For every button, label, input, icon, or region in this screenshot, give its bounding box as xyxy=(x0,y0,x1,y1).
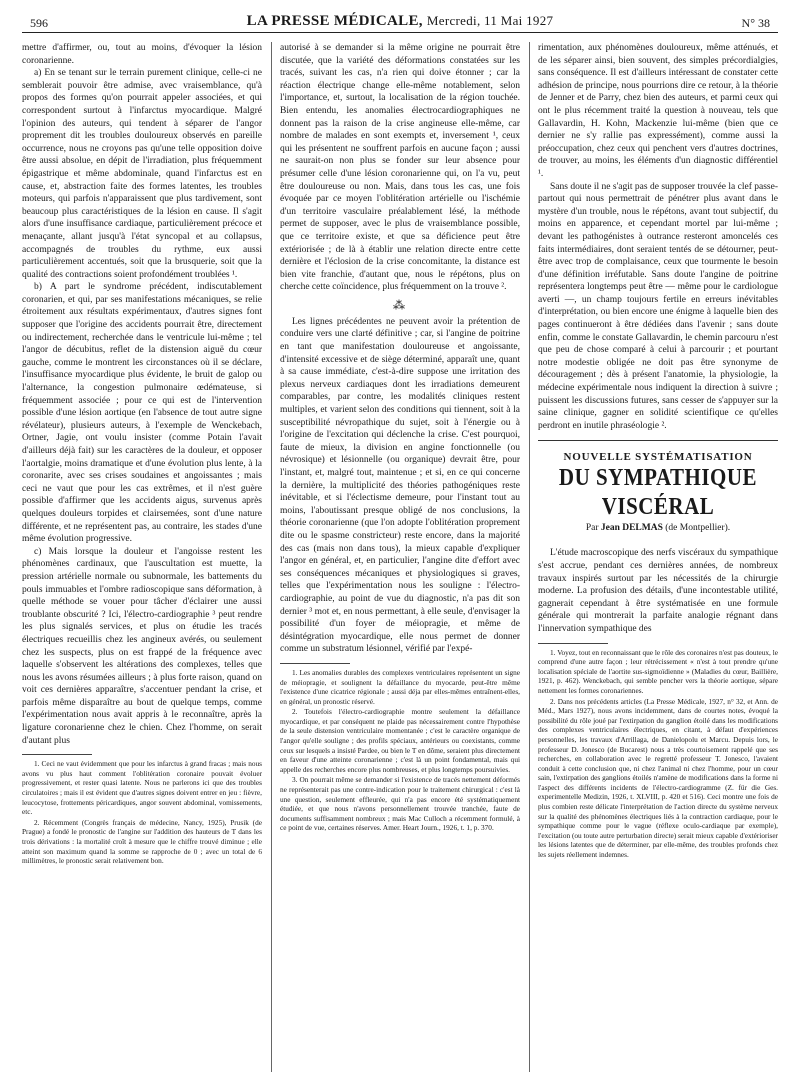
journal-page xyxy=(22,10,778,1074)
column-2 xyxy=(280,42,520,1072)
body-paragraph: autorisé à se demander si la même origine ne pourrait être discutée, que la variété des déformations constatées sur les tracés, suivant les cas, n'a rien qui doive étonner ; car la réaction électrique change elle-même notablement, selon l'importance, et, surtout, la localisation de la région touchée. Bien entendu, les anomalies électrocardiographiques ne donnent pas la raison de la crise angineuse elle-même, car nombre de malades en sont exempts et, inversement ¹, ceux qui les présentent ne souffrent parfois en aucune façon ; aussi ne saurait-on non plus se fonder sur leur absence pour présumer celle d'une lésion coronarienne qui, on l'a vu, peut être douloureuse ou non. Mais, dans tous les cas, une fois évoquée par ce moyen l'oblitération artérielle ou l'ischémie d'un territoire vasculaire préalablement lésé, la méthode permet de supposer, avec le plus de vraisemblance possible, que ce territoire existe, et que sa déficience peut être extériorisée ; de là à établir une relation directe entre cette dernière et l'éclosion de la crise concomitante, la distance est bien vite franchie, d'autant que, nous le répétons, plus on cherche cette coïncidence, plus fréquemment on la trouve ². xyxy=(280,43,520,293)
article-title: DU SYMPATHIQUE VISCÉRAL xyxy=(558,463,758,521)
footnote: 2. Récemment (Congrès français de médecine, Nancy, 1925), Prusik (de Prague) a fondé le pronostic de l'angine sur l'addition des hauteurs de T dans les trois dérivations : la mortalité croît à mesure que le chiffre trouvé diminue ; elle atteint son maximum quand la somme se rapproche de 0 ; avec un total de 6 millimètres, le pronostic serait relativement bon. xyxy=(22,817,262,866)
author-name: Jean DELMAS xyxy=(600,523,663,534)
column-1 xyxy=(22,42,262,1072)
footnote: 2. Dans nos précédents articles (La Presse Médicale, 1927, n° 32, et Ann. de Méd., Mars 1927), nous avons incidemment, dans de courtes notes, évoqué la possibilité du rôle joué par l'extirpation du ganglion étoilé dans les modifications des complexes ventriculaires électriques, en citant, à défaut d'expériences personnelles, les travaux d'Arrillaga, de Danielopolu et Marcu. Depuis lors, le professeur D. Jonesco (de Bucarest) nous a très courtoisement rappelé que ses recherches, en collaboration avec le regretté professeur T. Jonesco, l'avaient conduit à cette conclusion que, ni chez l'animal ni chez l'homme, pour un cœur sain, l'extirpation des ganglions étoilés n'amène de modifications dans la forme ni l'aspect des différents incidents de l'électro-cardiogramme (Z. für die Ges. experimentelle Medizin, 1926, t. XLVIII, p. 420 et 516). Ceci montre une fois de plus combien reste délicate l'interprétation de l'action directe du système nerveux sur la qualité des phénomènes électriques liés à la contraction cardiaque, pour le sympathique comme pour le vague (réflexe oculo-cardiaque par exemple), l'excitation (ou toute autre perturbation directe) serait mieux capable d'extérioriser les lésions latentes que de déterminer, par elle-même, des troubles profonds chez les sujets réellement indemnes. xyxy=(538,696,778,860)
page-number: 596 xyxy=(30,16,48,30)
byline-prefix: Par xyxy=(585,523,599,534)
footnote: 2. Toutefois l'électro-cardiographie montre seulement la défaillance myocardique, et par conséquent ne plaide pas nécessairement contre l'hypothèse de la seule distension ventriculaire momentanée ; c'est le caractère organique de l'angor qu'elle souligne ; des profils spéciaux, antérieurs ou coexistants, comme ceux sur lesquels a insisté Pardee, ou bien le T en dôme, seraient plus directement en faveur d'une atteinte coronarienne ; c'est là un point fondamental, mais qui appelle des recherches encore plus nombreuses, et plus longtemps poursuivies. xyxy=(280,707,520,774)
body-paragraph: a) En se tenant sur le terrain purement clinique, celle-ci ne semblerait pouvoir être admise, avec vraisemblance, qu'à propos des formes qu'on pourrait appeler associées, et qui correspondent surtout à l'infarctus myocardique. Malgré l'opinion des auteurs, qui tendent à séparer de l'angor proprement dit les troubles douloureux observés en pareille occurrence, nous ne croyons pas qu'une telle opposition doive être aussi absolue, en dépit de l'irradiation, plus fréquemment épigastrique et même abdominale, quand l'infarctus est en cause, et, abstraction faite des formes latentes, les troubles moteurs, qui parfois n'apparaissent que plus tardivement, sont beaucoup plus caractéristiques de la lésion en cause. Il s'agit alors d'une insuffisance cardiaque, particulièrement précoce et menaçante, allant jusqu'à l'état syncopal et au collapsus, accompagnés de troubles du rythme, eux aussi particulièrement accentués, soit que la brusquerie, soit que la qualité des contractions soient profondément troublées ¹. xyxy=(22,68,262,280)
footnote: 1. Les anomalies durables des complexes ventriculaires représentent un signe de méiopragie, et soulignent la défaillance du myocarde, peut-être même l'existence d'une cicatrice régionale ; aussi déja par elles-mêmes entraînent-elles, en général, un pronostic réservé. xyxy=(280,667,520,706)
section-stars: ⁂ xyxy=(393,297,407,312)
footnote-separator xyxy=(22,754,92,755)
body-paragraph: b) A part le syndrome précédent, indiscutablement coronarien, et qui, par ses manifestations mécaniques, se relie étroitement aux résultats expérimentaux, d'autres signes font supposer que l'origine des accidents pourrait être, directement ou indirectement, recherchée dans le ventricule lui-même ; tel l'angor de décubitus, reflet de la distension aiguë du cœur gauche, comme le montrent les circonstances où il se déclare, l'insuffisance myocardique plus évidente, le bruit de galop ou l'alternance, la congestion pulmonaire œdémateuse, si fréquemment associée ; pour ce qui est de l'intervention possible d'une lésion aortique (en l'absence de tout autre signe révélateur), plusieurs auteurs, à l'exemple de Wenckebach, Ortner, Jagie, ont voulu insister (comme Potain l'avait d'ailleurs déjà fait) sur les caractères de la douleur, et opposer l'aortalgie, moins dramatique et d'une évolution plus lente, à la coronarite, avec ses crises soudaines et angoissantes ; mais ceci ne vaut que pour les cas extrêmes, et il n'est guère possible d'affirmer que les accidents aigus, survenus après quelques douleurs torpides et clairsemées, sont d'une nature différente, et ne représentent pas, au contraire, les stades d'une même évolution progressive. xyxy=(22,282,262,545)
section-rule xyxy=(538,440,778,441)
footnote-separator xyxy=(538,643,608,644)
author-affiliation: (de Montpellier). xyxy=(665,523,731,534)
article-kicker: NOUVELLE SYSTÉMATISATION xyxy=(563,451,753,464)
footnote: 1. Ceci ne vaut évidemment que pour les infarctus à grand fracas ; mais nous avons vu plus haut comment l'oblitération coronaire pouvait évoluer progressivement, et rester quasi latente. Nous ne parlerons ici que des troubles circulatoires ; mais il est évident que d'autres signes doivent entrer en jeu : fièvre, leucocytose, frottements péricardiques, angor souvent abdominal, vomissements, etc. xyxy=(22,759,262,817)
running-title xyxy=(22,13,778,30)
issue-number: N° 38 xyxy=(741,16,770,30)
issue-date: Mercredi, 11 Mai 1927 xyxy=(426,13,554,28)
footnote: 1. Voyez, tout en reconnaissant que le rôle des coronaires n'est pas douteux, le comprend d'une autre façon ; leur rétrécissement « n'est à tout prendre qu'une localisation spéciale de l'aortite sus-sigmoïdienne » (Maladies du cœur, Baillière, 1921, p. 462). Wenckebach, qui semble pencher vers la théorie aortique, sépare nettement les formes coronariennes. xyxy=(538,647,778,695)
body-paragraph: rimentation, aux phénomènes douloureux, même atténués, et de les séparer ainsi, bien souvent, des simples précordialgies, sans conséquence. Il est d'ailleurs intéressant de constater cette adhésion de principe, nous pourrions dire ce retour, à la théorie de Jenner et de Parry, chez bien des auteurs, et parmi ceux qui ont le plus récemment traité la question à nouveau, tels que Gallavardin, H. Kohn, Mackenzie lui-même (bien que ce dernier ne s'y rallie pas expressément), comme aussi la préoccupation, chez ceux qui penchent vers d'autres doctrines, de trouver, au moins, les éléments d'un diagnostic différentiel ¹. xyxy=(538,43,778,179)
body-paragraph: mettre d'affirmer, ou, tout au moins, d'évoquer la lésion coronarienne. xyxy=(22,43,262,66)
page-header xyxy=(22,10,778,33)
footnotes xyxy=(280,668,520,833)
journal-name: LA PRESSE MÉDICALE, xyxy=(246,13,423,29)
body-paragraph: Les lignes précédentes ne peuvent avoir la prétention de conduire vers une clarté définitive ; car, si l'angine de poitrine en tant que manifestation douloureuse et angoissante, d'intensité excessive et de siège déterminé, apparaît une, quant à sa cause immédiate, c'est-à-dire suppose une irritation des plexus nerveux cardiaques dont les irradiations demeurent comparables, par contre, les modalités cliniques restent multiples, et varient selon des conditions qui tiennent, soit à la susceptibilité névropathique du sujet, soit à l'énergie ou à l'origine de l'excitation qui déclenche la crise. C'est pourquoi, faute de mieux, la division en angine fonctionnelle (ou névrosique) et lésionnelle (ou organique) devrait être, pour l'instant, et, malgré tout, maintenue ; et si, en ce qui concerne la dernière, la multiplicité des théories pathogéniques reste inévitable, et si l'éclectisme demeure, pour l'instant tout au moins, l'aboutissant presque obligé de nos conclusions, la théorie coronarienne (que l'on adopte l'oblitération proprement dite ou le spasme constricteur) reste encore, dans la majorité des cas (mais non dans tous), la mieux capable d'expliquer l'angor en général, et, en particulier, l'angine dite d'effort avec ses conséquences mécaniques et physiologiques si graves, telles que l'expérimentation nous les souligne : l'électro-cardiographie, au point de vue du diagnostic, n'a pas dit son dernier ³ mot et, en nous permettant, à elle seule, d'envisager la possibilité d'un foyer de méiopragie, et même de désintégration myocardique, elle nous permet de donner comme un substratum lésionnel, vérifié par l'expé- xyxy=(280,316,520,655)
footnote-separator xyxy=(280,663,350,664)
article-byline xyxy=(538,523,778,533)
footnotes xyxy=(22,759,262,866)
body-paragraph: L'étude macroscopique des nerfs viscéraux du sympathique s'est accrue, pendant ces dernières années, de nombreux travaux inspirés surtout par les nécessités de la chirurgie moderne. La profusion des détails, d'une incontestable utilité, gagnerait cependant à être systématisée en une formule générale qui montrerait la parfaite analogie régnant dans l'innervation sympathique des xyxy=(538,548,778,634)
footnotes xyxy=(538,648,778,860)
footnote: 3. On pourrait même se demander si l'existence de tracés nettement déformés ne représenterait pas une contre-indication pour le traitement chirurgical : c'est là une question, seulement effleurée, qui n'a pas encore été systématiquement étudiée, et que nous n'avons personnellement trouvée tranchée, faute de documents suffisamment nombreux ; mais Mac Culloch a récemment formulé, à ce point de vue, certaines réserves. Amer. Heart Journ., 1926, t. 1, p. 370. xyxy=(280,775,520,833)
body-paragraph: c) Mais lorsque la douleur et l'angoisse restent les phénomènes cardinaux, que l'auscultation est muette, la pression artérielle normale ou subnormale, les battements du pouls immuables et l'ombre radioscopique sans déformation, à quelle méthode se vouer pour tâcher d'éclairer une aussi troublante obscurité ? Ici, l'électro-cardiographie ³ peut rendre les plus signalés services, et plus on étudie les tracés électriques recueillis chez les angineux avérés, ou seulement chez les suspects, plus on est frappé de la fréquence avec laquelle s'observent les altérations des complexes, telles que nous les avons résumées ailleurs ; à plus forte raison, quand on voit ces dernières apparaître, s'accentuer pendant la crise, et parfois même disparaître au bout de quelque temps, comme l'expérimentation nous avait appris à le reconnaître, après la ligature coronarienne chez le chien. Chez l'homme, on serait d'autant plus xyxy=(22,546,262,746)
column-3 xyxy=(538,42,778,1072)
body-paragraph: Sans doute il ne s'agit pas de supposer trouvée la clef passe-partout qui nous permettrait de pénétrer plus avant dans le mystère d'un trouble, nous le répétons, avant tout subjectif, du moins en apparence, et cependant mortel par lui-même ; devant les pathogénistes à outrance resteront amoncelés ces faits intermédiaires, dont seraient tentés de se détourner, peut-être avec trop de complaisance, ceux que tourmente le besoin d'une définition irréfutable. Sans doute l'angine de poitrine représentera longtemps peut être — même pour le cardiologue averti —, un champ toujours fertile en erreurs inévitables d'interprétation, ou bien encore une énigme à laquelle bien des pages continueront à être dédiées dans l'avenir ; sans doute enfin, comme le constate Gallavardin, le chemin parcouru n'est que peu de chose comparé à celui à parcourir ; et pourtant notre modestie obligée ne doit pas être synonyme de découragement ; dès à présent l'anatomie, la physiologie, la médecine expérimentale nous indiquent la direction à suivre ; puissent les discussions futures, sans cesser de s'appuyer sur la saine clinique, gagner en solidité scientifique ce qu'elles perdront en inutile phraséologie ². xyxy=(538,181,778,431)
